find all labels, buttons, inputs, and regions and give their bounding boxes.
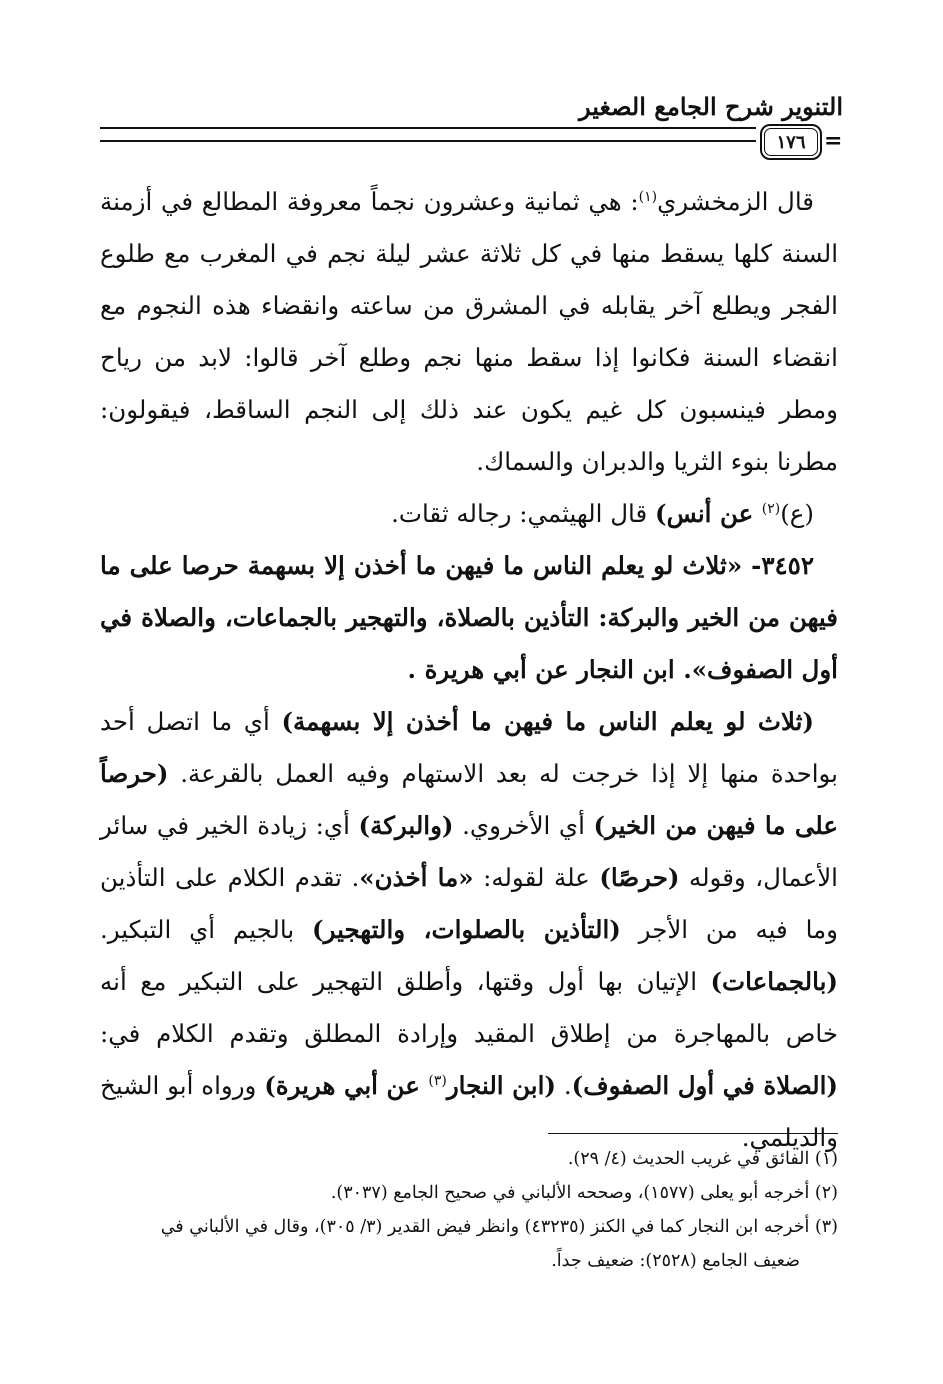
page-number: ١٧٦ <box>776 131 806 153</box>
footnote-1: (١) الفائق في غريب الحديث (٤/ ٢٩). <box>567 1149 838 1169</box>
header-rule-top <box>100 127 756 129</box>
main-text <box>100 176 838 1164</box>
running-header-title: التنوير شرح الجامع الصغير <box>579 92 843 121</box>
footnote-2: (٢) أخرجه أبو يعلى (١٥٧٧)، وصححه الألباني في صحيح الجامع (٣٠٣٧). <box>330 1183 838 1203</box>
paragraph-source: (ع)$^{(٢)}$ عن أنس) قال الهيثمي: رجاله ثقات. <box>391 499 814 528</box>
header-ornament: = <box>824 128 843 154</box>
paragraph-commentary: (ثلاث لو يعلم الناس ما فيهن ما أخذن إلا بسهمة) أي ما اتصل أحد بواحدة منها إلا إذا خرجت له بعد الاستهام وفيه العمل بالقرعة. (حرصاً على ما فيهن من الخير) أي الأخروي. (والبركة) أي: زيادة الخير في سائر الأعمال، وقوله (حرصًا) علة لقوله: «ما أخذن». تقدم الكلام على التأذين وما فيه من الأجر (التأذين بالصلوات، والتهجير) بالجيم أي التبكير. (بالجماعات) الإتيان بها أول وقتها، وأطلق التهجير على التبكير مع أنه خاص بالمهاجرة من إطلاق المقيد وإرادة المطلق وتقدم الكلام في: (الصلاة في أول الصفوف). (ابن النجار$^{(٣)}$ عن أبي هريرة) ورواه أبو الشيخ والديلمي. <box>100 707 838 1152</box>
page-number-frame <box>760 124 822 160</box>
footnote-3-continued: ضعيف الجامع (٢٥٢٨): ضعيف جداً. <box>551 1251 800 1271</box>
header-rule-bottom <box>100 140 756 142</box>
footnotes <box>100 1142 838 1278</box>
footnote-ref-1: (١) <box>638 188 658 205</box>
footnote-ref-2: (٢) <box>761 500 781 517</box>
hadith-text: ٣٤٥٢- «ثلاث لو يعلم الناس ما فيهن ما أخذن إلا بسهمة حرصا على ما فيهن من الخير والبركة: التأذين بالصلاة، والتهجير بالجماعات، والصلاة في أول الصفوف». ابن النجار عن أبي هريرة . <box>100 551 838 684</box>
paragraph-zamakhshari: قال الزمخشري$^{(١)}$: هي ثمانية وعشرون نجماً معروفة المطالع في أزمنة السنة كلها يسقط منها في كل ثلاثة عشر ليلة نجم في المغرب مع طلوع الفجر ويطلع آخر يقابله في المشرق من ساعته وانقضاء هذه النجوم مع انقضاء السنة فكانوا إذا سقط منها نجم وطلع آخر قالوا: لابد من رياح ومطر فينسبون كل غيم يكون عند ذلك إلى النجم الساقط، فيقولون: مطرنا بنوء الثريا والدبران والسماك. <box>100 187 838 476</box>
footnote-separator <box>548 1133 838 1134</box>
footnote-ref-3: (٣) <box>428 1072 447 1089</box>
footnote-3: (٣) أخرجه ابن النجار كما في الكنز (٤٣٢٣٥) وانظر فيض القدير (٣/ ٣٠٥)، وقال في الألباني في <box>160 1217 838 1237</box>
